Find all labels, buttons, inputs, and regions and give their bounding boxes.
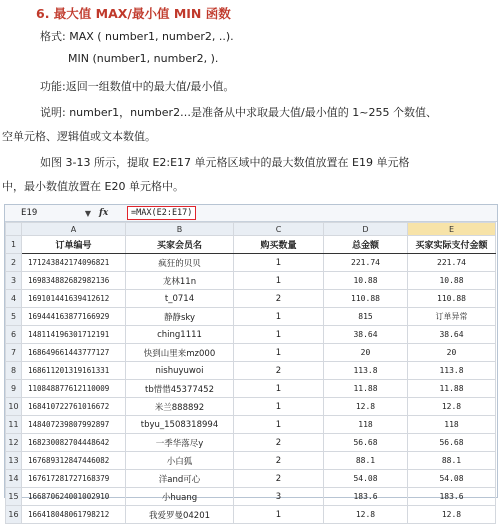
- row-header[interactable]: 8: [6, 362, 22, 380]
- cell-order-no[interactable]: 148114196301712191: [22, 326, 126, 344]
- row-header[interactable]: 5: [6, 308, 22, 326]
- cell-paid[interactable]: 38.64: [408, 326, 496, 344]
- cell-paid[interactable]: 11.88: [408, 380, 496, 398]
- cell-member[interactable]: 我爱罗曼04201: [126, 506, 234, 524]
- header-order-no[interactable]: 订单编号: [22, 236, 126, 254]
- cell-total[interactable]: 11.88: [324, 380, 408, 398]
- cell-paid[interactable]: 12.8: [408, 506, 496, 524]
- formula-input[interactable]: =MAX(E2:E17): [127, 206, 196, 220]
- column-header-e[interactable]: E: [408, 223, 496, 236]
- function-line: 功能:返回一组数值中的最大值/最小值。: [40, 80, 235, 93]
- cell-member[interactable]: 龙林11n: [126, 272, 234, 290]
- cell-member[interactable]: tbyu_1508318994: [126, 416, 234, 434]
- cell-order-no[interactable]: 110848877612110009: [22, 380, 126, 398]
- row-header[interactable]: 6: [6, 326, 22, 344]
- cell-qty[interactable]: 1: [234, 398, 324, 416]
- cell-order-no[interactable]: 168649661443777127: [22, 344, 126, 362]
- table-row: [6, 416, 496, 434]
- cell-order-no[interactable]: 168611201319161331: [22, 362, 126, 380]
- cell-qty[interactable]: 2: [234, 362, 324, 380]
- select-all-corner[interactable]: [6, 223, 22, 236]
- description-line: 说明: number1，number2…是准备从中求取最大值/最小值的 1~255 个数值、: [40, 106, 437, 119]
- cell-member[interactable]: 洋and可心: [126, 470, 234, 488]
- cell-paid[interactable]: 118: [408, 416, 496, 434]
- row-header[interactable]: 4: [6, 290, 22, 308]
- table-row: [6, 290, 496, 308]
- cell-total[interactable]: 10.88: [324, 272, 408, 290]
- cell-total[interactable]: 12.8: [324, 506, 408, 524]
- table-row: [6, 506, 496, 524]
- cell-qty[interactable]: 1: [234, 272, 324, 290]
- cell-qty[interactable]: 2: [234, 470, 324, 488]
- cell-qty[interactable]: 1: [234, 254, 324, 272]
- cell-order-no[interactable]: 167617281727168379: [22, 470, 126, 488]
- cell-qty[interactable]: 1: [234, 416, 324, 434]
- row-header[interactable]: 7: [6, 344, 22, 362]
- row-header[interactable]: 16: [6, 506, 22, 524]
- format-line: 格式: MAX ( number1, number2, ..).: [40, 30, 234, 43]
- format-line-min: MIN (number1, number2, ).: [68, 52, 219, 65]
- cell-qty[interactable]: 2: [234, 290, 324, 308]
- cell-paid[interactable]: 20: [408, 344, 496, 362]
- cell-member[interactable]: 一季华落尽y: [126, 434, 234, 452]
- row-header[interactable]: 12: [6, 434, 22, 452]
- cell-order-no[interactable]: 166418048061798212: [22, 506, 126, 524]
- cell-paid[interactable]: 88.1: [408, 452, 496, 470]
- formula-bar: [5, 205, 497, 222]
- cell-paid[interactable]: 10.88: [408, 272, 496, 290]
- cell-order-no[interactable]: 167689312847446082: [22, 452, 126, 470]
- column-header-c[interactable]: C: [234, 223, 324, 236]
- cell-member[interactable]: 疯狂的贝贝: [126, 254, 234, 272]
- row-header[interactable]: 3: [6, 272, 22, 290]
- column-header-b[interactable]: B: [126, 223, 234, 236]
- cell-total[interactable]: 54.08: [324, 470, 408, 488]
- cell-order-no[interactable]: 169101441639412612: [22, 290, 126, 308]
- header-member[interactable]: 买家会员名: [126, 236, 234, 254]
- spreadsheet-figure: [4, 204, 498, 521]
- cell-paid[interactable]: 订单异常: [408, 308, 496, 326]
- table-row: [6, 380, 496, 398]
- cell-paid[interactable]: 113.8: [408, 362, 496, 380]
- row-header[interactable]: 14: [6, 470, 22, 488]
- cell-qty[interactable]: 1: [234, 506, 324, 524]
- cell-qty[interactable]: 1: [234, 380, 324, 398]
- header-total[interactable]: 总金额: [324, 236, 408, 254]
- cell-member[interactable]: nishuyuwoi: [126, 362, 234, 380]
- header-row: [6, 236, 496, 254]
- row-header[interactable]: 10: [6, 398, 22, 416]
- cell-paid[interactable]: 54.08: [408, 470, 496, 488]
- cell-qty[interactable]: 3: [234, 488, 324, 506]
- table-row: [6, 452, 496, 470]
- cell-total[interactable]: 20: [324, 344, 408, 362]
- cell-total[interactable]: 88.1: [324, 452, 408, 470]
- table-row: [6, 272, 496, 290]
- row-header[interactable]: 1: [6, 236, 22, 254]
- cell-qty[interactable]: 1: [234, 326, 324, 344]
- cell-total[interactable]: 110.88: [324, 290, 408, 308]
- example-line-cont: 中，最小数值放置在 E20 单元格中。: [2, 180, 184, 193]
- cell-total[interactable]: 38.64: [324, 326, 408, 344]
- function-icon[interactable]: fx: [99, 208, 109, 218]
- table-row: [6, 308, 496, 326]
- sheet-grid: [5, 222, 496, 524]
- cell-qty[interactable]: 1: [234, 344, 324, 362]
- cell-qty[interactable]: 2: [234, 452, 324, 470]
- table-row: [6, 326, 496, 344]
- table-row: [6, 398, 496, 416]
- cell-member[interactable]: t_0714: [126, 290, 234, 308]
- chevron-down-icon[interactable]: ▼: [84, 208, 92, 218]
- row-header[interactable]: 15: [6, 488, 22, 506]
- cell-qty[interactable]: 1: [234, 308, 324, 326]
- table-row: [6, 470, 496, 488]
- table-row: [6, 488, 496, 506]
- cell-order-no[interactable]: 171243842174096821: [22, 254, 126, 272]
- cell-order-no[interactable]: 168410722761016672: [22, 398, 126, 416]
- table-row: [6, 434, 496, 452]
- cell-paid[interactable]: 221.74: [408, 254, 496, 272]
- header-paid[interactable]: 买家实际支付金额: [408, 236, 496, 254]
- cell-paid[interactable]: 183.6: [408, 488, 496, 506]
- example-line: 如图 3-13 所示，提取 E2:E17 单元格区域中的最大数值放置在 E19 单元格: [40, 156, 410, 169]
- name-box[interactable]: E19: [21, 208, 38, 218]
- cell-order-no[interactable]: 148407239807992897: [22, 416, 126, 434]
- table-row: [6, 254, 496, 272]
- cell-member[interactable]: ching1111: [126, 326, 234, 344]
- cell-member[interactable]: 静静sky: [126, 308, 234, 326]
- cell-qty[interactable]: 2: [234, 434, 324, 452]
- row-header[interactable]: 13: [6, 452, 22, 470]
- cell-total[interactable]: 221.74: [324, 254, 408, 272]
- header-qty[interactable]: 购买数量: [234, 236, 324, 254]
- section-heading: 6. 最大值 MAX/最小值 MIN 函数: [36, 6, 231, 21]
- cell-member[interactable]: 小白狐: [126, 452, 234, 470]
- row-header[interactable]: 2: [6, 254, 22, 272]
- column-header-d[interactable]: D: [324, 223, 408, 236]
- cell-total[interactable]: 113.8: [324, 362, 408, 380]
- cell-order-no[interactable]: 166870624001002910: [22, 488, 126, 506]
- description-line-cont: 空单元格、逻辑值或文本数值。: [2, 130, 156, 143]
- cell-member[interactable]: tb惜惜45377452: [126, 380, 234, 398]
- cell-total[interactable]: 815: [324, 308, 408, 326]
- cell-order-no[interactable]: 168230082704448642: [22, 434, 126, 452]
- cell-member[interactable]: 快到山里来mz000: [126, 344, 234, 362]
- cell-paid[interactable]: 110.88: [408, 290, 496, 308]
- table-row: [6, 344, 496, 362]
- column-header-a[interactable]: A: [22, 223, 126, 236]
- row-header[interactable]: 11: [6, 416, 22, 434]
- cell-member[interactable]: 米兰888892: [126, 398, 234, 416]
- cell-total[interactable]: 12.8: [324, 398, 408, 416]
- cell-order-no[interactable]: 169444163877166929: [22, 308, 126, 326]
- cell-paid[interactable]: 12.8: [408, 398, 496, 416]
- row-header[interactable]: 9: [6, 380, 22, 398]
- cell-paid[interactable]: 56.68: [408, 434, 496, 452]
- cell-total[interactable]: 56.68: [324, 434, 408, 452]
- cell-member[interactable]: 小huang: [126, 488, 234, 506]
- table-row: [6, 362, 496, 380]
- cell-total[interactable]: 183.6: [324, 488, 408, 506]
- cell-total[interactable]: 118: [324, 416, 408, 434]
- cell-order-no[interactable]: 169834882682982136: [22, 272, 126, 290]
